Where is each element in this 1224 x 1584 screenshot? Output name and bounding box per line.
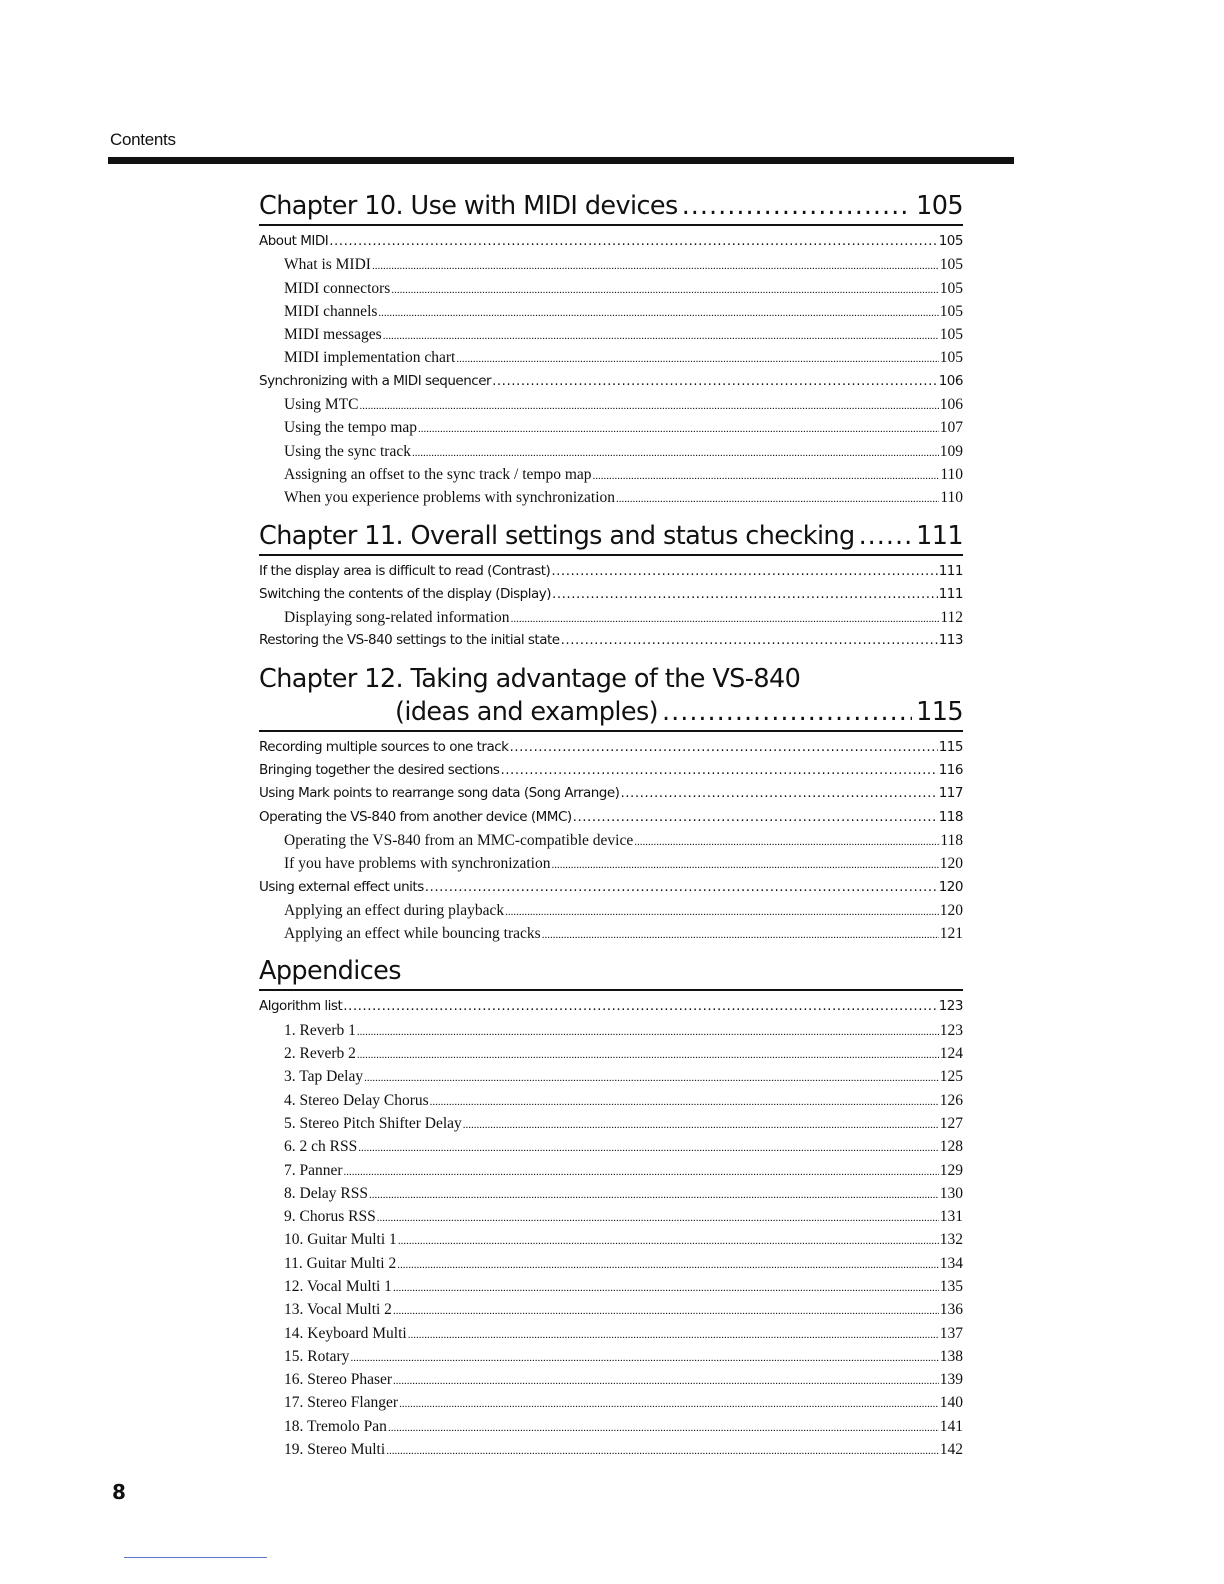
dot-leader: [399, 1393, 939, 1416]
entry-page-number: 116: [938, 762, 963, 779]
toc-subsection-entry: [259, 463, 963, 486]
entry-label: 9. Chorus RSS: [284, 1208, 376, 1226]
toc-subsection-entry: [259, 1042, 963, 1065]
toc-chapter: [259, 520, 963, 653]
dot-leader: [383, 325, 939, 348]
entry-label: 5. Stereo Pitch Shifter Delay: [284, 1114, 462, 1132]
toc-section-entry: [259, 370, 963, 393]
dot-leader: [430, 1091, 939, 1114]
dot-leader: [620, 782, 937, 805]
dot-leader: [408, 1324, 939, 1347]
entry-label: MIDI implementation chart: [284, 349, 456, 367]
chapter-title: [259, 520, 963, 556]
toc-subsection-entry: [259, 253, 963, 276]
toc-subsection-entry: [259, 1159, 963, 1182]
entry-page-number: 120: [939, 855, 963, 873]
page-number: 8: [112, 1480, 126, 1504]
toc-subsection-entry: [259, 486, 963, 509]
toc-entry-list: [259, 560, 963, 653]
entry-label: Operating the VS-840 from another device (MMC): [259, 808, 572, 825]
dot-leader: [551, 560, 937, 583]
entry-label: When you experience problems with synchronization: [284, 489, 615, 507]
dot-leader: [388, 1417, 939, 1440]
entry-page-number: 130: [939, 1184, 963, 1202]
entry-label: 17. Stereo Flanger: [284, 1394, 399, 1412]
dot-leader: [357, 1021, 939, 1044]
entry-page-number: 106: [939, 396, 963, 414]
entry-page-number: 106: [938, 372, 963, 389]
entry-page-number: 128: [939, 1138, 963, 1156]
toc-section-entry: [259, 560, 963, 583]
entry-page-number: 113: [938, 632, 963, 649]
entry-page-number: 139: [939, 1371, 963, 1389]
entry-page-number: 137: [939, 1324, 963, 1342]
chapter-title-text: Chapter 10. Use with MIDI devices: [259, 191, 678, 221]
chapter-title-line: [259, 520, 963, 553]
entry-label: What is MIDI: [284, 256, 371, 274]
toc-subsection-entry: [259, 1322, 963, 1345]
chapter-title: [259, 663, 963, 732]
entry-label: 12. Vocal Multi 1: [284, 1277, 392, 1295]
entry-label: 14. Keyboard Multi: [284, 1324, 407, 1342]
entry-label: Applying an effect while bouncing tracks: [284, 925, 541, 943]
dot-leader: [492, 370, 938, 393]
toc-entry-list: [259, 230, 963, 510]
chapter-title-text: Chapter 11. Overall settings and status checking: [259, 520, 855, 551]
entry-page-number: 138: [939, 1347, 963, 1365]
toc-subsection-entry: [259, 440, 963, 463]
toc-entry-list: [259, 736, 963, 946]
toc-section-entry: [259, 583, 963, 606]
entry-page-number: 120: [938, 878, 963, 895]
entry-label: 15. Rotary: [284, 1347, 350, 1365]
dot-leader: [329, 230, 938, 253]
entry-label: Assigning an offset to the sync track / tempo map: [284, 465, 592, 483]
toc-subsection-entry: [259, 922, 963, 945]
entry-label: Operating the VS-840 from an MMC-compatible device: [284, 831, 634, 849]
entry-page-number: 132: [939, 1231, 963, 1249]
entry-page-number: 105: [938, 233, 963, 249]
dot-leader: [393, 1277, 939, 1300]
toc-subsection-entry: [259, 277, 963, 300]
entry-label: 3. Tap Delay: [284, 1068, 364, 1086]
toc-section-entry: [259, 876, 963, 899]
dot-leader: [662, 696, 912, 729]
entry-label: Displaying song-related information: [284, 609, 510, 627]
chapter-title: [259, 190, 963, 226]
toc-subsection-entry: [259, 829, 963, 852]
entry-label: 4. Stereo Delay Chorus: [284, 1091, 429, 1109]
entry-label: Bringing together the desired sections: [259, 762, 500, 779]
toc-chapter: [259, 190, 963, 510]
entry-label: 10. Guitar Multi 1: [284, 1231, 397, 1249]
entry-label: Using the sync track: [284, 442, 411, 460]
entry-page-number: 110: [940, 465, 963, 483]
toc-subsection-entry: [259, 1135, 963, 1158]
entry-page-number: 135: [939, 1277, 963, 1295]
entry-page-number: 127: [939, 1114, 963, 1132]
toc-subsection-entry: [259, 1112, 963, 1135]
toc-subsection-entry: [259, 1019, 963, 1042]
entry-page-number: 109: [939, 442, 963, 460]
entry-page-number: 105: [939, 279, 963, 297]
entry-page-number: 123: [938, 998, 963, 1015]
toc-subsection-entry: [259, 1368, 963, 1391]
dot-leader: [344, 1161, 939, 1184]
toc-section-entry: [259, 806, 963, 829]
chapter-title: [259, 955, 963, 991]
entry-page-number: 125: [939, 1068, 963, 1086]
toc-section-entry: [259, 759, 963, 782]
dot-leader: [377, 1207, 939, 1230]
chapter-title-text: (ideas and examples): [395, 696, 658, 727]
entry-page-number: 126: [939, 1091, 963, 1109]
toc-subsection-entry: [259, 1438, 963, 1461]
entry-label: Synchronizing with a MIDI sequencer: [259, 372, 492, 389]
chapter-title-line: [259, 696, 963, 729]
toc-subsection-entry: [259, 1345, 963, 1368]
entry-page-number: 142: [939, 1441, 963, 1459]
entry-page-number: 124: [939, 1045, 963, 1063]
toc-subsection-entry: [259, 1415, 963, 1438]
entry-label: If you have problems with synchronization: [284, 855, 551, 873]
dot-leader: [412, 442, 939, 465]
dot-leader: [391, 279, 938, 302]
running-header: Contents: [110, 130, 176, 149]
toc-subsection-entry: [259, 1065, 963, 1088]
toc-section-entry: [259, 629, 963, 652]
chapter-title-line: [259, 663, 963, 696]
dot-leader: [397, 1254, 939, 1277]
dot-leader: [372, 255, 939, 278]
toc-subsection-entry: [259, 1298, 963, 1321]
entry-label: Using the tempo map: [284, 419, 418, 437]
entry-page-number: 115: [938, 738, 963, 755]
toc-subsection-entry: [259, 300, 963, 323]
toc-subsection-entry: [259, 606, 963, 629]
toc-subsection-entry: [259, 323, 963, 346]
toc-subsection-entry: [259, 1205, 963, 1228]
header-rule: [108, 157, 1014, 164]
entry-label: Using Mark points to rearrange song data (Song Arrange): [259, 785, 620, 802]
footer-line: [124, 1557, 267, 1558]
chapter-title-text: Chapter 12. Taking advantage of the VS-840: [259, 663, 801, 694]
entry-label: Switching the contents of the display (Display): [259, 585, 552, 602]
entry-label: Using external effect units: [259, 878, 424, 895]
entry-label: 1. Reverb 1: [284, 1021, 356, 1039]
chapter-title-text: Appendices: [259, 956, 401, 987]
chapter-page-number: 115: [916, 696, 963, 727]
dot-leader: [343, 995, 937, 1018]
entry-label: 11. Guitar Multi 2: [284, 1254, 397, 1272]
dot-leader: [511, 608, 940, 631]
entry-label: MIDI connectors: [284, 279, 391, 297]
toc-subsection-entry: [259, 416, 963, 439]
entry-page-number: 131: [939, 1208, 963, 1226]
toc-subsection-entry: [259, 1391, 963, 1414]
entry-page-number: 136: [939, 1301, 963, 1319]
chapter-title-line: [259, 955, 963, 988]
toc-subsection-entry: [259, 1182, 963, 1205]
toc-subsection-entry: [259, 393, 963, 416]
dot-leader: [425, 876, 938, 899]
entry-page-number: 110: [940, 489, 963, 507]
dot-leader: [561, 629, 938, 652]
entry-label: 16. Stereo Phaser: [284, 1371, 393, 1389]
dot-leader: [551, 854, 938, 877]
dot-leader: [369, 1184, 939, 1207]
entry-page-number: 118: [938, 808, 963, 825]
entry-label: Using MTC: [284, 396, 359, 414]
entry-page-number: 111: [938, 585, 963, 602]
entry-label: Restoring the VS-840 settings to the initial state: [259, 632, 560, 649]
toc-subsection-entry: [259, 1275, 963, 1298]
dot-leader: [552, 583, 938, 606]
entry-label: 8. Delay RSS: [284, 1184, 368, 1202]
entry-page-number: 105: [939, 349, 963, 367]
dot-leader: [393, 1300, 939, 1323]
toc-subsection-entry: [259, 899, 963, 922]
entry-page-number: 107: [939, 419, 963, 437]
entry-page-number: 120: [939, 901, 963, 919]
entry-label: MIDI channels: [284, 302, 378, 320]
entry-page-number: 111: [938, 562, 963, 579]
entry-page-number: 118: [940, 831, 963, 849]
dot-leader: [360, 395, 939, 418]
toc-subsection-entry: [259, 1089, 963, 1112]
dot-leader: [357, 1044, 939, 1067]
toc-subsection-entry: [259, 1228, 963, 1251]
dot-leader: [542, 924, 939, 947]
entry-label: If the display area is difficult to read (Contrast): [259, 562, 551, 579]
entry-page-number: 105: [939, 302, 963, 320]
dot-leader: [505, 901, 939, 924]
entry-page-number: 141: [939, 1417, 963, 1435]
toc-entry-list: [259, 995, 963, 1461]
entry-label: About MIDI: [259, 233, 329, 249]
entry-label: 19. Stereo Multi: [284, 1441, 386, 1459]
toc-subsection-entry: [259, 1252, 963, 1275]
entry-label: 7. Panner: [284, 1161, 343, 1179]
entry-page-number: 123: [939, 1021, 963, 1039]
entry-label: 2. Reverb 2: [284, 1045, 356, 1063]
entry-label: 18. Tremolo Pan: [284, 1417, 387, 1435]
dot-leader: [463, 1114, 939, 1137]
toc-section-entry: [259, 736, 963, 759]
toc-chapter: [259, 663, 963, 946]
entry-page-number: 112: [940, 609, 963, 627]
dot-leader: [393, 1370, 939, 1393]
dot-leader: [398, 1230, 939, 1253]
dot-leader: [386, 1440, 939, 1463]
entry-page-number: 129: [939, 1161, 963, 1179]
dot-leader: [358, 1137, 939, 1160]
entry-page-number: 140: [939, 1394, 963, 1412]
dot-leader: [634, 831, 939, 854]
chapter-title-line: [259, 190, 963, 223]
table-of-contents: [259, 190, 963, 1471]
entry-label: 13. Vocal Multi 2: [284, 1301, 392, 1319]
toc-chapter: [259, 955, 963, 1461]
dot-leader: [350, 1347, 938, 1370]
entry-page-number: 105: [939, 256, 963, 274]
entry-label: Recording multiple sources to one track: [259, 738, 509, 755]
toc-subsection-entry: [259, 346, 963, 369]
toc-subsection-entry: [259, 852, 963, 875]
dot-leader: [573, 806, 938, 829]
dot-leader: [682, 190, 912, 223]
toc-section-entry: [259, 782, 963, 805]
dot-leader: [859, 520, 913, 553]
dot-leader: [616, 488, 939, 511]
entry-page-number: 105: [939, 326, 963, 344]
entry-page-number: 121: [939, 925, 963, 943]
entry-page-number: 117: [938, 785, 963, 802]
dot-leader: [593, 465, 940, 488]
dot-leader: [456, 348, 938, 371]
entry-label: MIDI messages: [284, 326, 382, 344]
dot-leader: [510, 736, 938, 759]
toc-section-entry: [259, 995, 963, 1018]
chapter-page-number: 111: [916, 520, 963, 551]
entry-label: Algorithm list: [259, 998, 343, 1015]
dot-leader: [378, 302, 938, 325]
entry-label: 6. 2 ch RSS: [284, 1138, 358, 1156]
entry-label: Applying an effect during playback: [284, 901, 505, 919]
dot-leader: [364, 1067, 939, 1090]
chapter-page-number: 105: [916, 191, 963, 221]
entry-page-number: 134: [939, 1254, 963, 1272]
toc-section-entry: [259, 230, 963, 253]
dot-leader: [500, 759, 937, 782]
dot-leader: [418, 418, 939, 441]
